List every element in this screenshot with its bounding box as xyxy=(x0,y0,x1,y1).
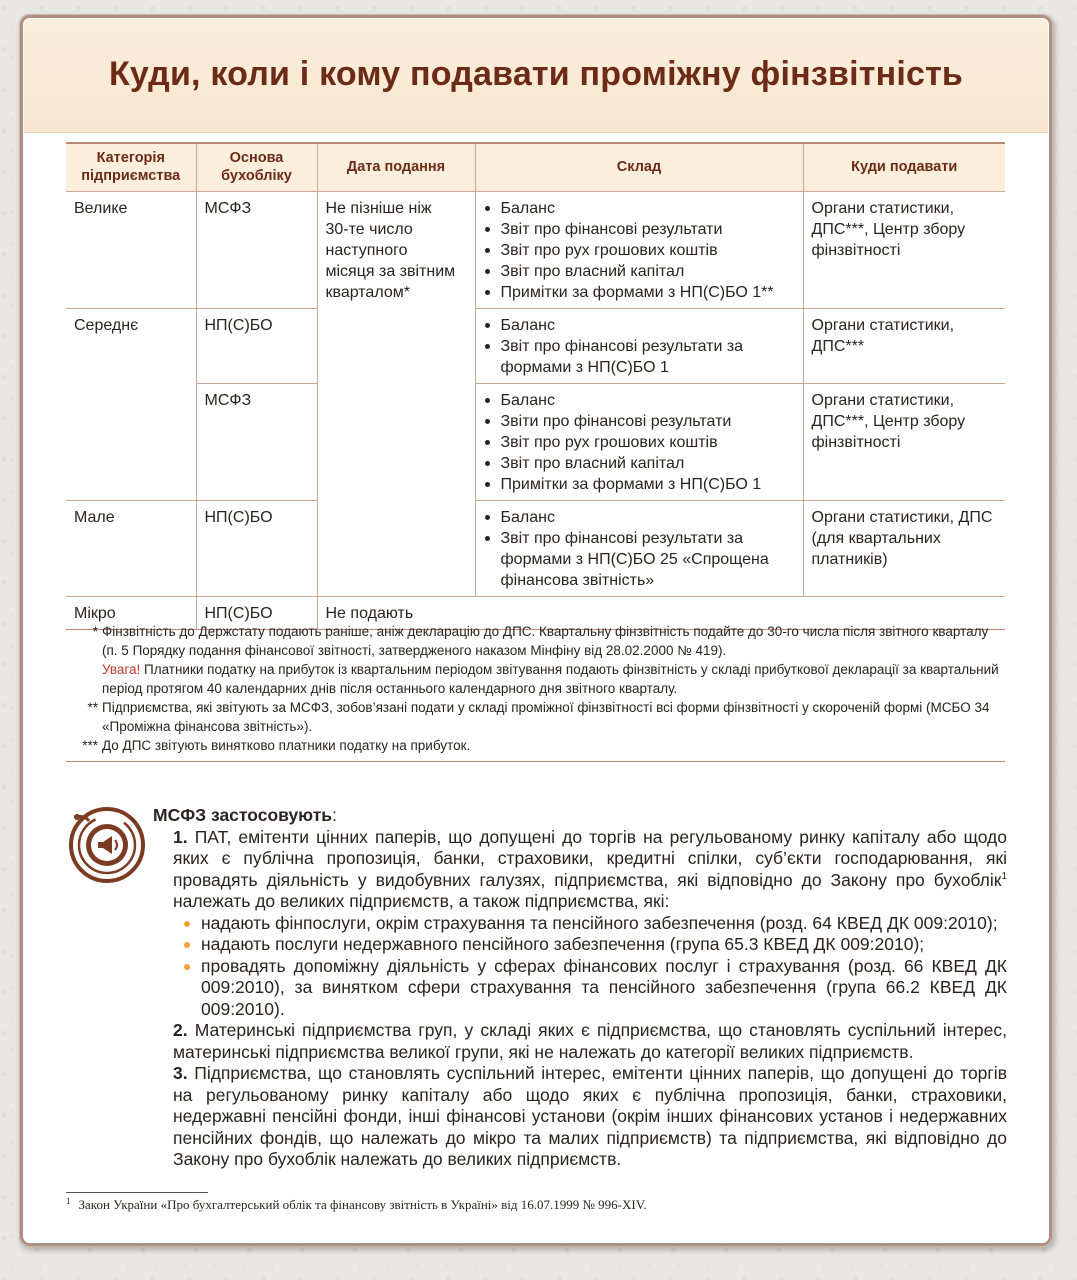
list-item: Звіт про рух грошових коштів xyxy=(484,432,795,453)
list-item: надають фінпослуги, окрім страхування та пенсійного забезпечення (розд. 64 КВЕД ДК 009:2010); xyxy=(181,913,1007,935)
cell-composition xyxy=(475,191,803,308)
cell-composition xyxy=(475,383,803,500)
list-item: Звіт про рух грошових коштів xyxy=(484,240,795,261)
cell-category: Мікро xyxy=(66,596,196,629)
cell-basis: МСФЗ xyxy=(196,383,317,500)
header-date: Дата подання xyxy=(317,143,475,191)
header-basis: Основа бухобліку xyxy=(196,143,317,191)
list-item: надають послуги недержавного пенсійного забезпечення (група 65.3 КВЕД ДК 009:2010); xyxy=(181,934,1007,956)
document-card xyxy=(19,14,1053,1247)
ifrs-bullets xyxy=(153,913,1007,1021)
note-1: * Фінзвітність до Держстату подають раніше, аніж декларацію до ДПС. Квартальну фінзвітність подайте до 30-го числа після звітного кварталу (п. 5 Порядку подання фінансової звітності, затвердженого наказом Мінфіну від 28.02.2000 № 419). xyxy=(92,624,989,658)
list-item: Звіт про фінансові результати за формами з НП(С)БО 1 xyxy=(484,336,795,378)
ifrs-item-2: 2. Материнські підприємства груп, у складі яких є підприємства, що становлять суспільний інтерес, материнські підприємства великої групи, які не належать до категорії великих підприємств. xyxy=(173,1020,1007,1062)
list-item: провадять допоміжну діяльність у сферах фінансових послуг і страхування (розд. 66 КВЕД ДК 009:2010), за винятком сфери страхування та пенсійного забезпечення (група 66.2 КВЕД ДК 009:2010). xyxy=(181,956,1007,1021)
cell-where: Органи статистики, ДПС***, Центр збору фінзвітності xyxy=(803,383,1005,500)
ifrs-section: МСФЗ застосовують: 1. ПАТ, емітенти цінних паперів, що допущені до торгів на регульованому ринку капіталу або щодо яких є публічна пропозиція, банки, страховики, кредитні спілки, суб’єкти господарювання, які провадять діяльність у видобувних галузях, підприємства, які відповідно до Закону про бухоблік$^1$ належать до великих підприємств, а також підприємства, які: надають фінпослуги, окрім страхування та пенсійного забезпечення (розд. 64 КВЕД ДК 009:2010); надають послуги недержавного пенсійного забезпечення (група 65.3 КВЕД ДК 009:2010); провадять допоміжну діяльність у сферах фінансових послуг і страхування (розд. 66 КВЕД ДК 009:2010), за винятком сфери страхування та пенсійного забезпечення (група 66.2 КВЕД ДК 009:2010). 2. Материнські підприємства груп, у складі яких є підприємства, що становлять суспільний інтерес, материнські підприємства великої групи, які не належать до категорії великих підприємств. 3. Підприємства, що становлять суспільний інтерес, емітенти цінних паперів, що допущені до торгів на регульованому ринку капіталу або щодо яких є публічна пропозиція, банки, страховики, недержавні пенсійні фонди, інші фінансові установи (окрім інших фінансових установ і недержавних пенсійних фондів, що належать до мікро та малих підприємств) та підприємства, які відповідно до Закону про бухоблік належать до великих підприємств. xyxy=(153,805,1007,1169)
list-item: Звіт про власний капітал xyxy=(484,261,795,282)
reporting-table xyxy=(66,142,1005,630)
megaphone-icon xyxy=(65,803,145,883)
list-item: Примітки за формами з НП(С)БО 1** xyxy=(484,282,795,303)
header-composition: Склад xyxy=(475,143,803,191)
cell-basis: НП(С)БО xyxy=(196,500,317,596)
list-item: Звіт про фінансові результати за формами з НП(С)БО 25 «Спрощена фінансова звітність» xyxy=(484,528,795,591)
list-item: Примітки за формами з НП(С)БО 1 xyxy=(484,474,795,495)
cell-category: Середнє xyxy=(66,308,196,500)
list-item: Звіт про власний капітал xyxy=(484,453,795,474)
table-row xyxy=(66,500,1005,596)
header-where: Куди подавати xyxy=(803,143,1005,191)
note-warning: Увага! Платники податку на прибуток із квартальним періодом звітування подають фінзвітність у складі прибуткової декларації за квартальний період протягом 40 календарних днів після останнього календарного дня звітного кварталу. xyxy=(102,662,999,696)
table-header-row xyxy=(66,143,1005,191)
cell-basis: НП(С)БО xyxy=(196,308,317,383)
cell-basis: НП(С)БО xyxy=(196,596,317,629)
table-row xyxy=(66,383,1005,500)
table-notes xyxy=(66,622,1005,762)
table-row xyxy=(66,308,1005,383)
cell-submission-date: Не пізніше ніж 30-те число наступного місяця за звітним кварталом* xyxy=(317,191,475,596)
footnote: $^1$ Закон України «Про бухгалтерський облік та фінансову звітність в Україні» від 16.07.1999 № 996-XIV. xyxy=(66,1195,647,1212)
list-item: Звіти про фінансові результати xyxy=(484,411,795,432)
cell-where: Органи статистики, ДПС***, Центр збору фінзвітності xyxy=(803,191,1005,308)
cell-basis: МСФЗ xyxy=(196,191,317,308)
cell-composition xyxy=(475,308,803,383)
warning-label: Увага! xyxy=(102,662,141,677)
cell-composition xyxy=(475,500,803,596)
cell-where: Органи статистики, ДПС*** xyxy=(803,308,1005,383)
note-3: *** До ДПС звітують винятково платники податку на прибуток. xyxy=(82,738,471,753)
footnote-divider xyxy=(66,1192,208,1193)
page-title: Куди, коли і кому подавати проміжну фінзвітність xyxy=(108,55,964,93)
header-category: Категорія підприємства xyxy=(66,143,196,191)
cell-category: Мале xyxy=(66,500,196,596)
note-2: ** Підприємства, які звітують за МСФЗ, зобов’язані подати у складі проміжної фінзвітності всі форми фінзвітності у скороченій формі (МСБО 34 «Проміжна фінансова звітність»). xyxy=(87,700,990,734)
cell-where: Органи статистики, ДПС (для квартальних платників) xyxy=(803,500,1005,596)
list-item: Баланс xyxy=(484,507,795,528)
list-item: Баланс xyxy=(484,198,795,219)
list-item: Баланс xyxy=(484,315,795,336)
ifrs-item-3: 3. Підприємства, що становлять суспільний інтерес, емітенти цінних паперів, що допущені до торгів на регульованому ринку капіталу або щодо яких є публічна пропозиція, банки, страховики, недержавні пенсійні фонди, інші фінансові установи (окрім інших фінансових установ і недержавних пенсійних фондів, що належать до мікро та малих підприємств) та підприємства, які відповідно до Закону про бухоблік належать до великих підприємств. xyxy=(173,1063,1007,1169)
cell-submission-none: Не подають xyxy=(317,596,1005,629)
table-row xyxy=(66,191,1005,308)
list-item: Баланс xyxy=(484,390,795,411)
list-item: Звіт про фінансові результати xyxy=(484,219,795,240)
ifrs-item-1: 1. ПАТ, емітенти цінних паперів, що допущені до торгів на регульованому ринку капіталу або щодо яких є публічна пропозиція, банки, страховики, кредитні спілки, суб’єкти господарювання, які провадять діяльність у видобувних галузях, підприємства, які відповідно до Закону про бухоблік$^1$ належать до великих підприємств, а також підприємства, які: xyxy=(173,826,1007,911)
title-band xyxy=(24,19,1048,133)
cell-category: Велике xyxy=(66,191,196,308)
ifrs-heading: МСФЗ застосовують xyxy=(153,805,333,825)
